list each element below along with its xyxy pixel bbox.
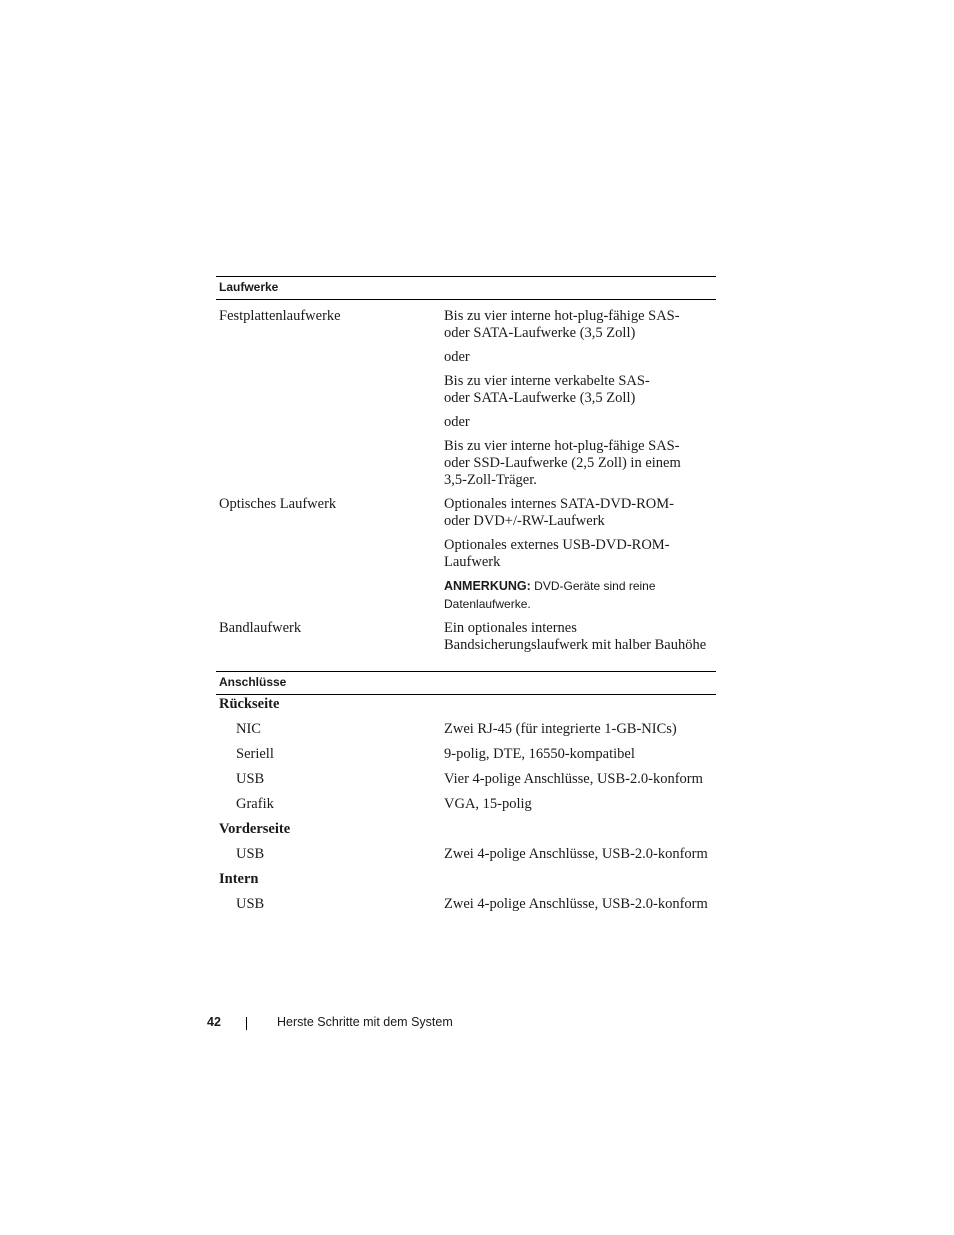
row-nic (216, 721, 716, 738)
hard-drives-option-2 (444, 373, 716, 407)
footer-title: Herste Schritte mit dem System (277, 1015, 453, 1029)
tape-drive-value (444, 620, 716, 661)
section-heading-drives: Laufwerke (216, 276, 716, 300)
note-label: ANMERKUNG: (444, 579, 531, 593)
usb-internal-value: Zwei 4-polige Anschlüsse, USB-2.0-konform (444, 896, 708, 912)
usb-front-label: USB (236, 846, 265, 862)
drives-rows (216, 300, 716, 661)
connector-rows (216, 695, 716, 913)
row-hard-drives (216, 308, 716, 496)
text-line: Laufwerk (444, 554, 501, 570)
text-line: oder SSD-Laufwerke (2,5 Zoll) in einem (444, 455, 681, 471)
row-tape-drive (216, 620, 716, 661)
text-line: oder DVD+/-RW-Laufwerk (444, 513, 605, 529)
tape-drive-label: Bandlaufwerk (219, 620, 302, 636)
text-line: Bandsicherungslaufwerk mit halber Bauhöhe (444, 637, 707, 653)
text-line: Ein optionales internes (444, 620, 577, 636)
hard-drives-option-1 (444, 308, 716, 342)
section-spacer (216, 661, 716, 671)
note-block (444, 577, 716, 613)
or-text: oder (444, 349, 470, 365)
serial-label: Seriell (236, 746, 274, 762)
text-line: Optionales externes USB-DVD-ROM- (444, 537, 670, 553)
nic-value: Zwei RJ-45 (für integrierte 1-GB-NICs) (444, 721, 677, 737)
usb-back-label: USB (236, 771, 265, 787)
usb-front-value: Zwei 4-polige Anschlüsse, USB-2.0-konform (444, 846, 708, 862)
optical-option-1 (444, 496, 716, 530)
optical-drive-value (444, 496, 716, 620)
optical-drive-label: Optisches Laufwerk (219, 496, 337, 512)
note-line (444, 577, 716, 595)
video-label: Grafik (236, 796, 274, 812)
or-text: oder (444, 414, 470, 430)
spec-table (216, 276, 716, 921)
text-line: Bis zu vier interne hot-plug-fähige SAS- (444, 438, 680, 454)
footer-divider (246, 1017, 247, 1030)
group-front-label: Vorderseite (219, 821, 291, 837)
row-usb-front (216, 846, 716, 863)
group-back-label: Rückseite (219, 696, 280, 712)
hard-drives-label: Festplattenlaufwerke (219, 308, 341, 324)
video-value: VGA, 15-polig (444, 796, 532, 812)
note-text-2: Datenlaufwerke. (444, 597, 531, 611)
text-line: Bis zu vier interne verkabelte SAS- (444, 373, 650, 389)
text-line: oder SATA-Laufwerke (3,5 Zoll) (444, 390, 636, 406)
text-line: 3,5-Zoll-Träger. (444, 472, 537, 488)
page-number: 42 (207, 1015, 221, 1029)
tape-option (444, 620, 716, 654)
usb-internal-label: USB (236, 896, 265, 912)
optical-option-2 (444, 537, 716, 571)
hard-drives-value (444, 308, 716, 496)
row-video (216, 796, 716, 813)
hard-drives-option-3 (444, 438, 716, 489)
text-line: Optionales internes SATA-DVD-ROM- (444, 496, 675, 512)
section-heading-connectors: Anschlüsse (216, 671, 716, 695)
text-line: oder SATA-Laufwerke (3,5 Zoll) (444, 325, 636, 341)
row-usb-internal (216, 896, 716, 913)
usb-back-value: Vier 4-polige Anschlüsse, USB-2.0-konform (444, 771, 703, 787)
note-text: DVD-Geräte sind reine (530, 579, 656, 593)
nic-label: NIC (236, 721, 261, 737)
row-optical-drive (216, 496, 716, 620)
group-internal-label: Intern (219, 871, 259, 887)
text-line: Bis zu vier interne hot-plug-fähige SAS- (444, 308, 680, 324)
row-usb-back (216, 771, 716, 788)
row-serial (216, 746, 716, 763)
serial-value: 9-polig, DTE, 16550-kompatibel (444, 746, 635, 762)
